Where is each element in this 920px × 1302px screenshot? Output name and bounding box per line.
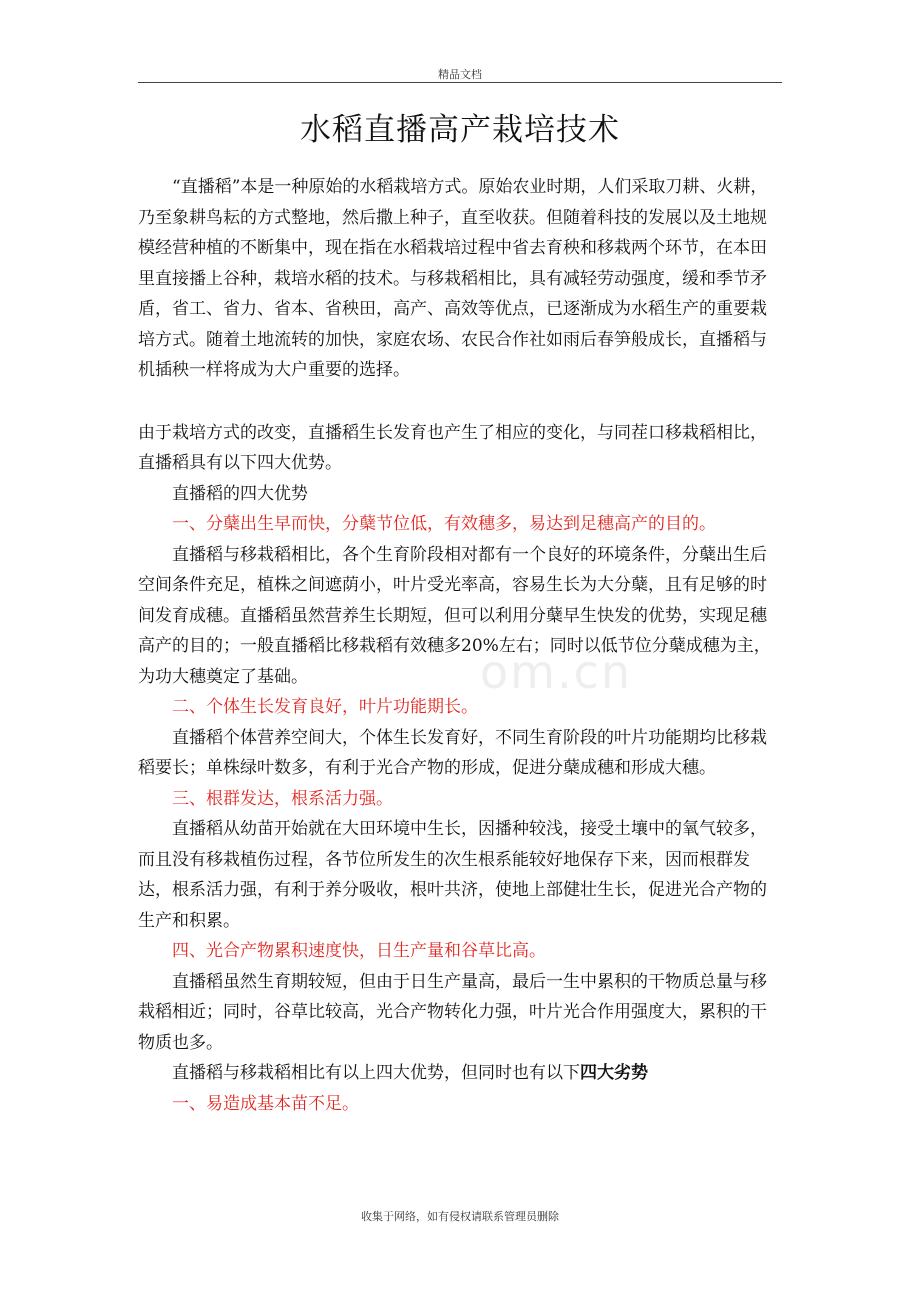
advantage-3-title: 三、根群发达，根系活力强。 [172, 788, 393, 809]
change-paragraph: 由于栽培方式的改变，直播稻生长发育也产生了相应的变化，与同茬口移栽稻相比，直播稻具有以下四大优势。 [138, 422, 767, 473]
advantage-4-title: 四、光合产物累积速度快，日生产量和谷草比高。 [172, 941, 546, 961]
advantage-2-title: 二、个体生长发育良好，叶片功能期长。 [172, 697, 478, 717]
page-header: 精品文档 [438, 68, 482, 81]
advantage-1-title: 一、分蘖出生早而快，分蘖节位低，有效穗多，易达到足穗高产的目的。 [172, 514, 716, 534]
transition-paragraph [138, 1058, 782, 1089]
advantages-heading: 直播稻的四大优势 [172, 483, 308, 504]
advantage-2-body: 直播稻个体营养空间大，个体生长发育好，不同生育阶段的叶片功能期均比移栽稻要长；单株绿叶数多，有利于光合产物的形成，促进分蘖成穗和形成大穗。 [138, 727, 767, 778]
document-body [138, 172, 782, 1119]
paragraph-gap [138, 386, 782, 418]
transition-text: 直播稻与移栽稻相比有以上四大优势，但同时也有以下 [172, 1063, 580, 1083]
disadvantage-1-title: 一、易造成基本苗不足。 [172, 1093, 359, 1114]
advantage-4-body: 直播稻虽然生育期较短，但由于日生产量高，最后一生中累积的干物质总量与移栽稻相近；同时，谷草比较高，光合产物转化力强，叶片光合作用强度大，累积的干物质也多。 [138, 971, 767, 1053]
advantage-1-body: 直播稻与移栽稻相比，各个生育阶段相对都有一个良好的环境条件，分蘖出生后空间条件充足，植株之间遮荫小，叶片受光率高，容易生长为大分蘖，且有足够的时间发育成穗。直播稻虽然营养生长期短，但可以利用分蘖早生快发的优势，实现足穗高产的目的；一般直播稻比移栽稻有效穗多20%左右；同时以低节位分蘖成穗为主，为功大穗奠定了基础。 [138, 544, 771, 687]
intro-paragraph: “直播稻”本是一种原始的水稻栽培方式。原始农业时期，人们采取刀耕、火耕，乃至象耕鸟耘的方式整地，然后撒上种子，直至收获。但随着科技的发展以及土地规模经营种植的不断集中，现在指在水稻栽培过程中省去育秧和移栽两个环节，在本田里直接播上谷种，栽培水稻的技术。与移栽稻相比，具有减轻劳动强度，缓和季节矛盾，省工、省力、省本、省秧田，高产、高效等优点，已逐渐成为水稻生产的重要栽培方式。随着土地流转的加快，家庭农场、农民合作社如雨后春笋般成长，直播稻与机插秧一样将成为大户重要的选择。 [138, 177, 768, 380]
document-title: 水稻直播高产栽培技术 [300, 112, 620, 148]
header-divider [138, 82, 782, 83]
advantage-3-body: 直播稻从幼苗开始就在大田环境中生长，因播种较浅，接受土壤中的氧气较多，而且没有移栽植伤过程，各节位所发生的次生根系能较好地保存下来，因而根群发达，根系活力强，有利于养分吸收，根叶共济，使地上部健壮生长，促进光合产物的生产和积累。 [138, 819, 767, 931]
watermark: om.cn [480, 645, 633, 699]
page-footer: 收集于网络，如有侵权请联系管理员删除 [361, 1210, 559, 1223]
disadvantages-label: 四大劣势 [580, 1063, 648, 1083]
